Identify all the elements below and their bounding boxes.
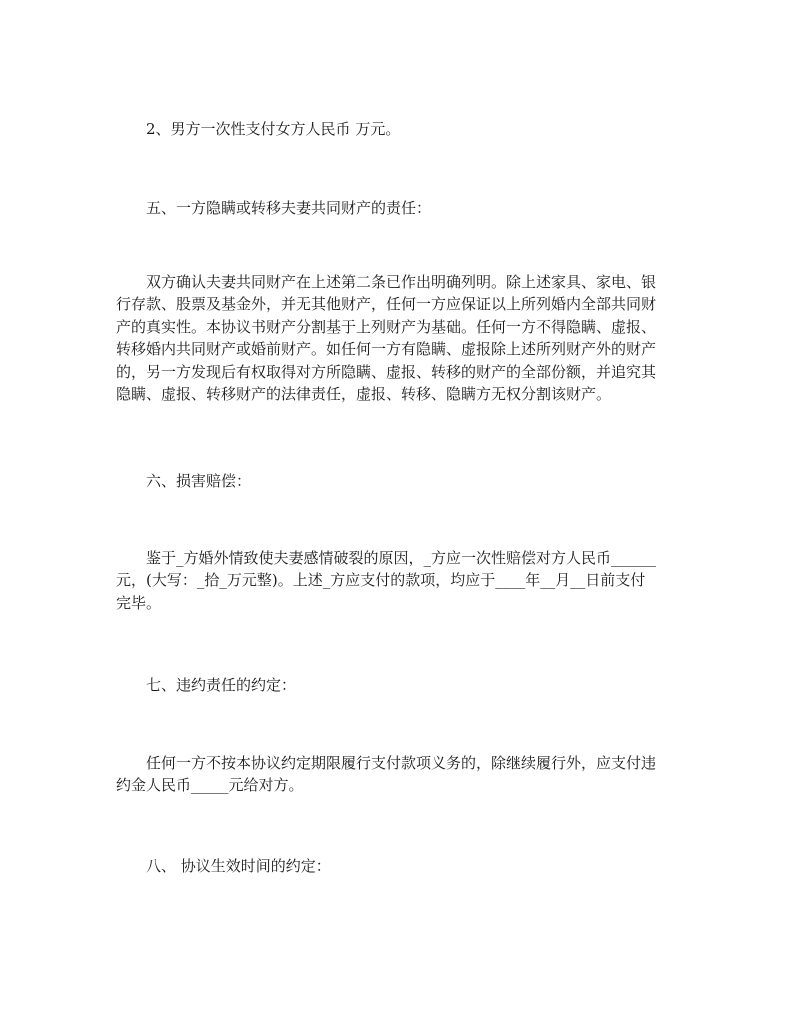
paragraph-line: 的，另一方发现后有权取得对方所隐瞒、虚报、转移的财产的全部份额，并追究其	[116, 362, 657, 381]
paragraph-line: 双方确认夫妻共同财产在上述第二条已作出明确列明。除上述家具、家电、银	[146, 273, 657, 291]
paragraph-line: 转移婚内共同财产或婚前财产。如任何一方有隐瞒、虚报除上述所列财产外的财产	[116, 340, 657, 359]
section-7-heading: 七、违约责任的约定：	[146, 676, 297, 694]
section-8-heading: 八、 协议生效时间的约定：	[146, 857, 331, 875]
section-6-heading: 六、损害赔偿：	[146, 472, 252, 490]
section-5-paragraph	[116, 271, 686, 405]
item-2-text: 2、男方一次性支付女方人民币 万元。	[146, 120, 401, 138]
paragraph-line: 行存款、股票及基金外，并无其他财产，任何一方应保证以上所列婚内全部共同财	[116, 295, 657, 314]
section-5-heading: 五、一方隐瞒或转移夫妻共同财产的责任：	[146, 199, 432, 217]
paragraph-line: 隐瞒、虚报、转移财产的法律责任，虚报、转移、隐瞒方无权分割该财产。	[116, 385, 612, 404]
paragraph-line: 鉴于_方婚外情致使夫妻感情破裂的原因，_方应一次性赔偿对方人民币______	[146, 549, 657, 567]
section-7-paragraph	[116, 752, 686, 797]
paragraph-line: 任何一方不按本协议约定期限履行支付款项义务的，除继续履行外，应支付违	[146, 754, 657, 772]
paragraph-line: 产的真实性。本协议书财产分割基于上列财产为基础。任何一方不得隐瞒、虚报、	[116, 317, 657, 336]
paragraph-line: 元，(大写：_拾_万元整)。上述_方应支付的款项，均应于____年__月__日前支付	[116, 571, 646, 590]
paragraph-line: 约金人民币_____元给对方。	[116, 776, 304, 795]
paragraph-line: 完毕。	[116, 593, 162, 612]
section-6-paragraph	[116, 547, 686, 614]
